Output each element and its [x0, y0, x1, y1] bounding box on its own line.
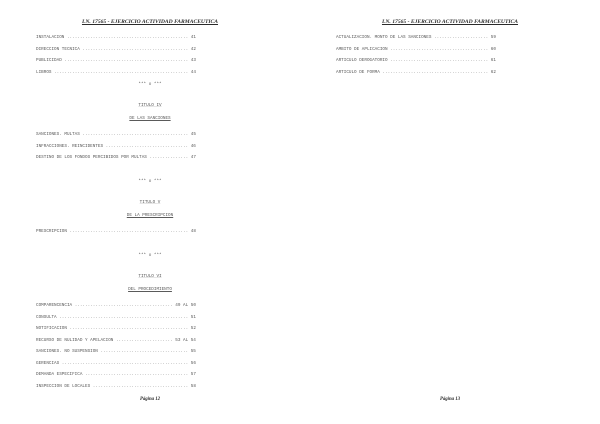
toc-entry	[36, 35, 266, 40]
toc-entry	[36, 58, 266, 63]
toc-entry	[336, 58, 566, 63]
toc-entry	[36, 361, 266, 366]
toc-entry	[36, 384, 266, 389]
toc-entry-page: 61	[490, 58, 496, 63]
titulo-iv: TITULO IV	[138, 103, 162, 108]
toc-entry-label: AMBITO DE APLICACION	[336, 46, 388, 52]
titulo-v: TITULO V	[139, 200, 161, 205]
toc-entry-page: 56	[190, 360, 196, 366]
toc-entry-label: INSTALACION	[36, 35, 65, 40]
toc-leader-dots: ......................................	[72, 303, 176, 308]
toc-entry	[36, 144, 266, 149]
toc-leader-dots: ..................................	[97, 349, 191, 354]
titulo-vi-subtitle: DEL PROCEDIMIENTO	[128, 287, 172, 292]
toc-entry-page: 42	[190, 46, 196, 52]
toc-leader-dots: ..............................................	[66, 326, 191, 331]
page-header: LN. 17565 - EJERCICIO ACTIVIDAD FARMACEUTICA	[381, 19, 519, 25]
toc-leader-dots: ................................	[103, 143, 191, 149]
toc-leader-dots: ......................	[113, 337, 176, 343]
separator: *** o ***	[138, 179, 162, 184]
toc-entry	[36, 132, 266, 137]
toc-entry-page: 52	[190, 326, 196, 331]
toc-entry-page: 46	[190, 143, 196, 149]
toc-leader-dots: .........................................	[379, 69, 491, 75]
toc-entry-label: ACTUALIZACION. MONTO DE LAS SANCIONES	[336, 35, 432, 40]
toc-leader-dots: ..............................................	[66, 229, 191, 234]
toc-leader-dots: ....................................................	[51, 69, 191, 75]
separator: *** o ***	[138, 253, 162, 258]
toc-entry-label: RECURSO DE NULIDAD Y APELACION	[36, 337, 114, 343]
toc-entry-page: 57	[190, 372, 196, 377]
toc-entry	[36, 349, 266, 354]
toc-entry-label: COMPARENCENCIA	[36, 303, 73, 308]
toc-entry-label: DESTINO DE LOS FONDOS PERCIBIDOS POR MULTAS	[36, 155, 147, 160]
toc-entry	[36, 338, 266, 343]
toc-entry	[36, 315, 266, 320]
toc-entry	[36, 47, 266, 52]
separator: *** o ***	[138, 82, 162, 87]
toc-leader-dots: .........................................	[79, 132, 191, 137]
toc-entry-label: SANCIONES. NO SUSPENSION	[36, 349, 98, 354]
toc-leader-dots: .....................	[431, 35, 491, 40]
toc-entry-label: ARTICULO DE FORMA	[336, 69, 380, 75]
toc-entry-label: NOTIFICACION	[36, 326, 67, 331]
toc-entry-page: 51	[190, 314, 196, 320]
toc-entry	[36, 229, 266, 234]
toc-entry-page: 55	[190, 349, 196, 354]
toc-leader-dots: ......................................	[387, 58, 491, 63]
page-footer: Página 12	[139, 397, 161, 402]
toc-entry-page: 47	[190, 155, 196, 160]
toc-entry-label: DIRECCION TECNICA	[36, 46, 80, 52]
titulo-iv-rule: ‾‾‾‾‾‾‾‾‾	[138, 107, 162, 112]
toc-leader-dots: ................................................	[61, 58, 191, 63]
toc-entry-page: 58	[190, 383, 196, 389]
toc-entry-page: 43	[190, 58, 196, 63]
toc-leader-dots: ...............	[146, 155, 191, 160]
titulo-iv-subtitle: DE LAS SANCIONES	[129, 116, 171, 121]
titulo-vi: TITULO VI	[138, 274, 162, 279]
titulo-vi-rule: ‾‾‾‾‾‾‾‾‾	[138, 278, 162, 283]
toc-entry-label: CONSULTA	[36, 314, 57, 320]
toc-entry-label: ARTICULO DEROGATORIO	[336, 58, 388, 63]
toc-leader-dots: .................................................	[59, 360, 191, 366]
toc-entry-page: 45	[190, 132, 196, 137]
toc-entry-page: 53 AL 54	[175, 337, 196, 343]
toc-entry	[36, 326, 266, 331]
toc-entry-label: INFRACCIONES. REINCIDENTES	[36, 143, 104, 149]
titulo-v-subtitle: DE LA PRESCRIPCION	[126, 213, 174, 218]
titulo-v-rule: ‾‾‾‾‾‾‾‾	[139, 204, 161, 209]
toc-entry-page: 48	[190, 229, 196, 234]
toc-leader-dots: ...............................................	[64, 35, 191, 40]
toc-entry	[36, 70, 266, 75]
toc-entry	[336, 35, 566, 40]
toc-entry-page: 62	[490, 69, 496, 75]
page-footer: Página 13	[439, 397, 461, 402]
toc-entry-label: PUBLICIDAD	[36, 58, 62, 63]
toc-leader-dots: .........................................	[79, 46, 191, 52]
toc-entry-page: 41	[190, 35, 196, 40]
toc-entry	[336, 47, 566, 52]
toc-entry-label: INSPECCION DE LOCALES	[36, 383, 91, 389]
toc-entry	[36, 155, 266, 160]
toc-entry-page: 49 AL 50	[175, 303, 196, 308]
toc-entry-label: SANCIONES. MULTAS	[36, 132, 80, 137]
toc-entry-page: 59	[490, 35, 496, 40]
toc-leader-dots: ........................................	[82, 372, 191, 377]
toc-entry-label: GERENCIAS	[36, 360, 60, 366]
right-page	[300, 0, 600, 424]
page-header: LN. 17565 - EJERCICIO ACTIVIDAD FARMACEUTICA	[81, 19, 219, 25]
toc-entry-page: 60	[490, 46, 496, 52]
toc-leader-dots: ......................................	[387, 46, 491, 52]
toc-leader-dots: .....................................	[90, 383, 191, 389]
toc-entry	[336, 70, 566, 75]
toc-entry-page: 44	[190, 69, 196, 75]
toc-entry-label: LIBROS	[36, 69, 52, 75]
toc-leader-dots: ..................................................	[56, 314, 191, 320]
toc-entry-label: PRESCRIPCION	[36, 229, 67, 234]
toc-entry	[36, 303, 266, 308]
toc-entry-label: DEMANDA ESPECIFICA	[36, 372, 83, 377]
toc-entry	[36, 372, 266, 377]
